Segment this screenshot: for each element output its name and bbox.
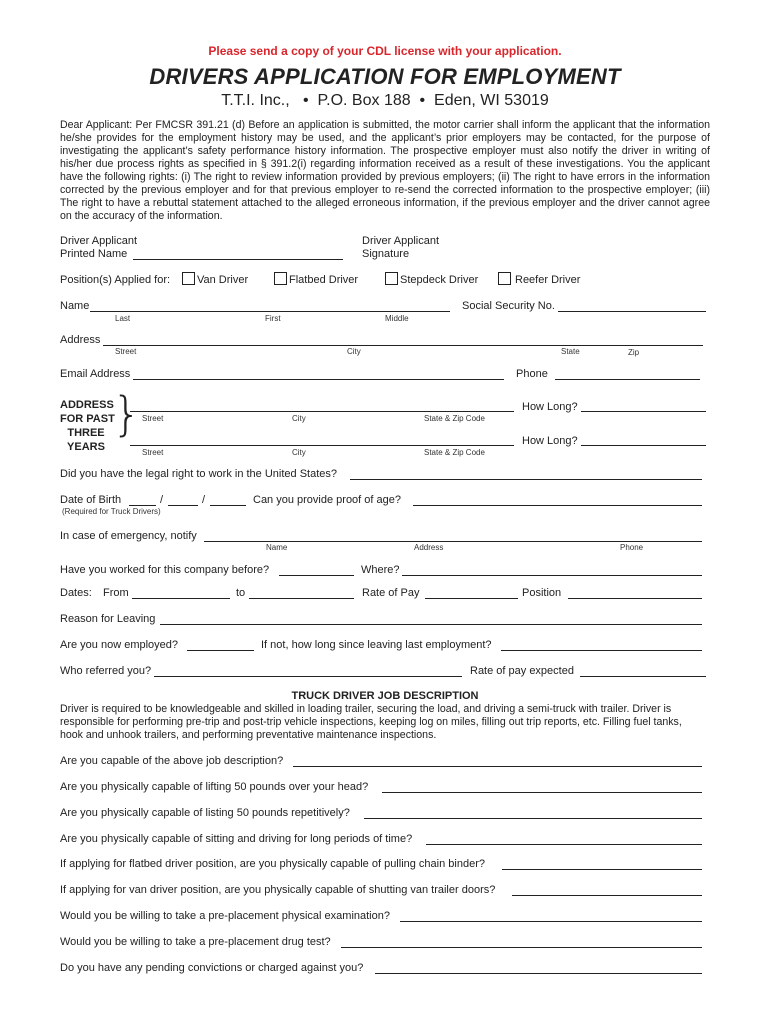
emergency-phone-caption: Phone (620, 543, 644, 552)
proof-age-field[interactable] (413, 505, 702, 506)
capability-answer-6[interactable] (512, 895, 702, 896)
capability-answer-9[interactable] (375, 973, 702, 974)
past-street-caption-1: Street (142, 414, 164, 423)
printed-name-label-2: Printed Name (60, 248, 128, 260)
dob-slash: / (160, 494, 164, 506)
past-street-caption-2: Street (142, 448, 164, 457)
van-driver-checkbox[interactable] (182, 272, 195, 285)
capability-answer-1[interactable] (293, 766, 702, 767)
flatbed-driver-checkbox[interactable] (274, 272, 287, 285)
middle-name-caption: Middle (385, 314, 409, 323)
ssn-label: Social Security No. (462, 300, 555, 312)
capability-question-9: Do you have any pending convictions or charged against you? (60, 962, 364, 974)
past-address-field-2[interactable] (130, 445, 514, 446)
capability-answer-8[interactable] (341, 947, 702, 948)
capability-question-5: If applying for flatbed driver position, are you physically capable of pulling chain binder? (60, 858, 485, 870)
to-date-field[interactable] (249, 598, 354, 599)
reason-leaving-label: Reason for Leaving (60, 613, 156, 625)
job-description-heading: TRUCK DRIVER JOB DESCRIPTION (291, 690, 479, 702)
emergency-field[interactable] (204, 541, 702, 542)
referred-field[interactable] (154, 676, 462, 677)
bullet: • (303, 92, 309, 109)
referred-label: Who referred you? (60, 665, 152, 677)
past-city-caption-2: City (292, 448, 306, 457)
legal-right-field[interactable] (350, 479, 702, 480)
emergency-name-caption: Name (266, 543, 288, 552)
how-long-field-2[interactable] (581, 445, 706, 446)
proof-age-label: Can you provide proof of age? (253, 494, 401, 506)
rate-expected-label: Rate of pay expected (470, 665, 574, 677)
position-label: Position (522, 587, 562, 599)
job-description-text: Driver is required to be knowledgeable and skilled in loading trailer, securing the load, and driving a semi-truck with trailer. Driver is responsible for performing pre-trip and post-trip vehicle inspections, keeping log on miles, filling out trip reports, etc. Filling fuel tanks, hook and unhook trailers, and performing preventative maintenance inspections. (60, 703, 682, 741)
intro-paragraph: Dear Applicant: Per FMCSR 391.21 (d) Before an application is submitted, the motor carrier shall inform the applicant that the information he/she provides for the employment history may be used, and the applicant’s prior employers may be contacted, for the purpose of investigating the applicant’s safety performance history information. The prospective employer must also notify the driver in writing of his/her due process rights as specified in § 391.2(i) regarding information received as a result of these investigations. You the applicant have the following rights: (i) The right to review information provided by previous employers; (ii) The right to have errors in the information corrected by the previous employer and for that previous employer to re-send the corrected information to the prospective employer; (iii) The right to have a rebuttal statement attached to the alleged erroneous information, if the previous employer and the driver cannot agree on the accuracy of the information. (60, 119, 710, 222)
worked-before-field[interactable] (279, 575, 354, 576)
city-caption: City (347, 347, 361, 356)
brace-icon: } (112, 387, 142, 441)
bullet: • (419, 92, 426, 109)
dob-year-field[interactable] (210, 505, 246, 506)
position-field[interactable] (568, 598, 702, 599)
capability-question-2: Are you physically capable of lifting 50 pounds over your head? (60, 781, 369, 793)
capability-answer-5[interactable] (502, 869, 702, 870)
state-caption: State (561, 347, 580, 356)
since-leaving-field[interactable] (501, 650, 702, 651)
po-box: P.O. Box 188 (317, 92, 411, 109)
emergency-label: In case of emergency, notify (60, 530, 197, 542)
capability-answer-2[interactable] (382, 792, 702, 793)
zip-caption: Zip (628, 348, 640, 357)
employed-field[interactable] (187, 650, 254, 651)
name-field[interactable] (90, 311, 450, 312)
how-long-field-1[interactable] (581, 411, 706, 412)
last-name-caption: Last (115, 314, 131, 323)
past-address-heading (60, 398, 115, 454)
how-long-label-2: How Long? (522, 435, 578, 447)
phone-field[interactable] (555, 379, 700, 380)
flatbed-driver-label: Flatbed Driver (289, 274, 359, 286)
worked-before-label: Have you worked for this company before? (60, 564, 270, 576)
dob-required-note: (Required for Truck Drivers) (62, 507, 161, 516)
street-caption: Street (115, 347, 137, 356)
phone-label: Phone (516, 368, 548, 380)
past-heading-line4: YEARS (67, 441, 105, 453)
printed-name-field[interactable] (133, 259, 343, 260)
capability-question-7: Would you be willing to take a pre-placement physical examination? (60, 910, 390, 922)
past-heading-line1: ADDRESS (60, 399, 114, 411)
first-name-caption: First (265, 314, 281, 323)
from-label: From (103, 587, 129, 599)
how-long-label-1: How Long? (522, 401, 578, 413)
printed-name-label-1: Driver Applicant (60, 235, 138, 247)
capability-answer-4[interactable] (426, 844, 702, 845)
dob-label: Date of Birth (60, 494, 122, 506)
past-address-field-1[interactable] (130, 411, 514, 412)
emergency-address-caption: Address (414, 543, 444, 552)
past-state-zip-caption-2: State & Zip Code (424, 448, 485, 457)
dob-month-field[interactable] (129, 505, 156, 506)
capability-answer-3[interactable] (364, 818, 702, 819)
past-state-zip-caption-1: State & Zip Code (424, 414, 485, 423)
past-heading-line2: FOR PAST (60, 413, 115, 425)
legal-right-label: Did you have the legal right to work in the United States? (60, 468, 337, 480)
capability-question-1: Are you capable of the above job description? (60, 755, 284, 767)
reefer-driver-label: Reefer Driver (515, 274, 581, 286)
company-address (0, 92, 770, 110)
address-label: Address (60, 334, 101, 346)
stepdeck-driver-checkbox[interactable] (385, 272, 398, 285)
since-leaving-label: If not, how long since leaving last employment? (261, 639, 492, 651)
ssn-field[interactable] (558, 311, 706, 312)
name-label: Name (60, 300, 90, 312)
address-field[interactable] (103, 345, 703, 346)
page-title: DRIVERS APPLICATION FOR EMPLOYMENT (149, 64, 621, 89)
stepdeck-driver-label: Stepdeck Driver (400, 274, 479, 286)
reefer-driver-checkbox[interactable] (498, 272, 511, 285)
where-label: Where? (361, 564, 400, 576)
company-city: Eden, WI 53019 (434, 92, 549, 109)
rate-of-pay-label: Rate of Pay (362, 587, 420, 599)
positions-label: Position(s) Applied for: (60, 274, 171, 286)
dob-slash: / (202, 494, 206, 506)
capability-question-3: Are you physically capable of listing 50 pounds repetitively? (60, 807, 350, 819)
past-city-caption-1: City (292, 414, 306, 423)
capability-question-8: Would you be willing to take a pre-placement drug test? (60, 936, 331, 948)
to-label: to (236, 587, 246, 599)
dates-label: Dates: (60, 587, 92, 599)
capability-question-4: Are you physically capable of sitting and driving for long periods of time? (60, 833, 413, 845)
where-field[interactable] (402, 575, 702, 576)
employed-label: Are you now employed? (60, 639, 179, 651)
rate-expected-field[interactable] (580, 676, 706, 677)
cdl-notice: Please send a copy of your CDL license with your application. (208, 44, 562, 58)
dob-day-field[interactable] (168, 505, 198, 506)
from-date-field[interactable] (132, 598, 230, 599)
capability-answer-7[interactable] (400, 921, 702, 922)
capability-question-6: If applying for van driver position, are you physically capable of shutting van trailer doors? (60, 884, 496, 896)
email-field[interactable] (133, 379, 504, 380)
signature-label-2: Signature (362, 248, 410, 260)
company-name: T.T.I. Inc., (221, 92, 290, 109)
signature-label-1: Driver Applicant (362, 235, 440, 247)
past-heading-line3: THREE (67, 427, 105, 439)
rate-of-pay-field[interactable] (425, 598, 518, 599)
email-label: Email Address (60, 368, 131, 380)
reason-leaving-field[interactable] (160, 624, 702, 625)
van-driver-label: Van Driver (197, 274, 249, 286)
